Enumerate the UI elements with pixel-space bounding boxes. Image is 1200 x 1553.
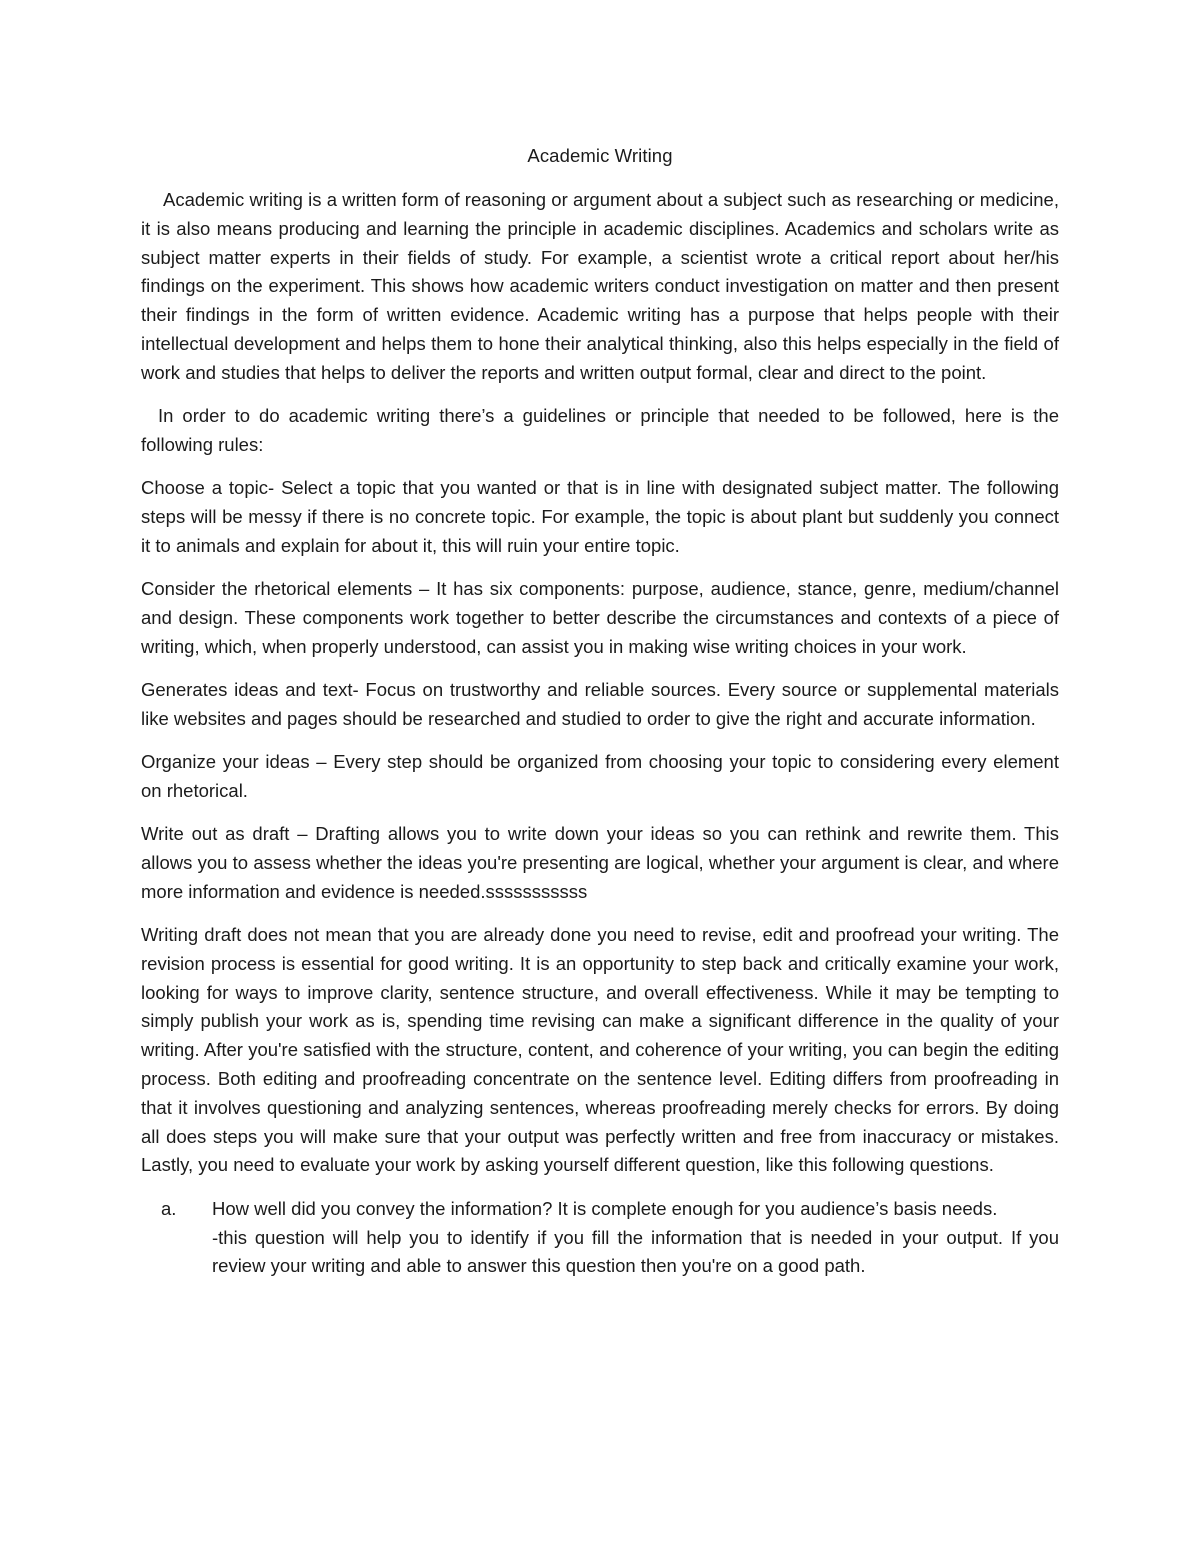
paragraph-intro: Academic writing is a written form of reasoning or argument about a subject such as researching or medicine, it is also means producing and learning the principle in academic disciplines. Academics and scholars write as subject matter experts in their fields of study. For example, a scientist wrote a critical report about her/his findings on the experiment. This shows how academic writers conduct investigation on matter and then present their findings in the form of written evidence. Academic writing has a purpose that helps people with their intellectual development and helps them to hone their analytical thinking, also this helps especially in the field of work and studies that helps to deliver the reports and written output formal, clear and direct to the point. [141,189,1059,383]
list-item-content [212,1195,1059,1281]
list-item [141,1195,1059,1281]
list-item-question: How well did you convey the information? It is complete enough for you audience’s basis needs. [212,1197,998,1219]
paragraph-write-draft: Write out as draft – Drafting allows you to write down your ideas so you can rethink and rewrite them. This allows you to assess whether the ideas you're presenting are logical, whether your argument is clear, and where more information and evidence is needed.sssssssssss [141,823,1059,902]
paragraph-guidelines: In order to do academic writing there’s a guidelines or principle that needed to be followed, here is the following rules: [141,405,1059,455]
paragraph-choose-topic: Choose a topic- Select a topic that you wanted or that is in line with designated subject matter. The following steps will be messy if there is no concrete topic. For example, the topic is about plant but suddenly you connect it to animals and explain for about it, this will ruin your entire topic. [141,477,1059,556]
paragraph-generate-ideas: Generates ideas and text- Focus on trustworthy and reliable sources. Every source or supplemental materials like websites and pages should be researched and studied to order to give the right and accurate information. [141,678,1059,729]
list-marker: a. [161,1197,177,1219]
paragraph-rhetorical-elements: Consider the rhetorical elements – It has six components: purpose, audience, stance, genre, medium/channel and design. These components work together to better describe the circumstances and contexts of a piece of writing, which, when properly understood, can assist you in making wise writing choices in your work. [141,578,1059,657]
document-title: Academic Writing [527,145,673,166]
document-body [141,186,1059,1281]
list-item-note: -this question will help you to identify if you fill the information that is needed in your output. If you review your writing and able to answer this question then you're on a good path. [212,1226,1059,1277]
questions-list [141,1195,1059,1281]
paragraph-revision: Writing draft does not mean that you are already done you need to revise, edit and proofread your writing. The revision process is essential for good writing. It is an opportunity to step back and critically examine your work, looking for ways to improve clarity, sentence structure, and overall effectiveness. While it may be tempting to simply publish your work as is, spending time revising can make a significant difference in the quality of your writing. After you're satisfied with the structure, content, and coherence of your writing, you can begin the editing process. Both editing and proofreading concentrate on the sentence level. Editing differs from proofreading in that it involves questioning and analyzing sentences, whereas proofreading merely checks for errors. By doing all does steps you will make sure that your output was perfectly written and free from inaccuracy or mistakes. Lastly, you need to evaluate your work by asking yourself different question, like this following questions. [141,924,1059,1176]
paragraph-organize-ideas: Organize your ideas – Every step should be organized from choosing your topic to considering every element on rhetorical. [141,751,1059,801]
